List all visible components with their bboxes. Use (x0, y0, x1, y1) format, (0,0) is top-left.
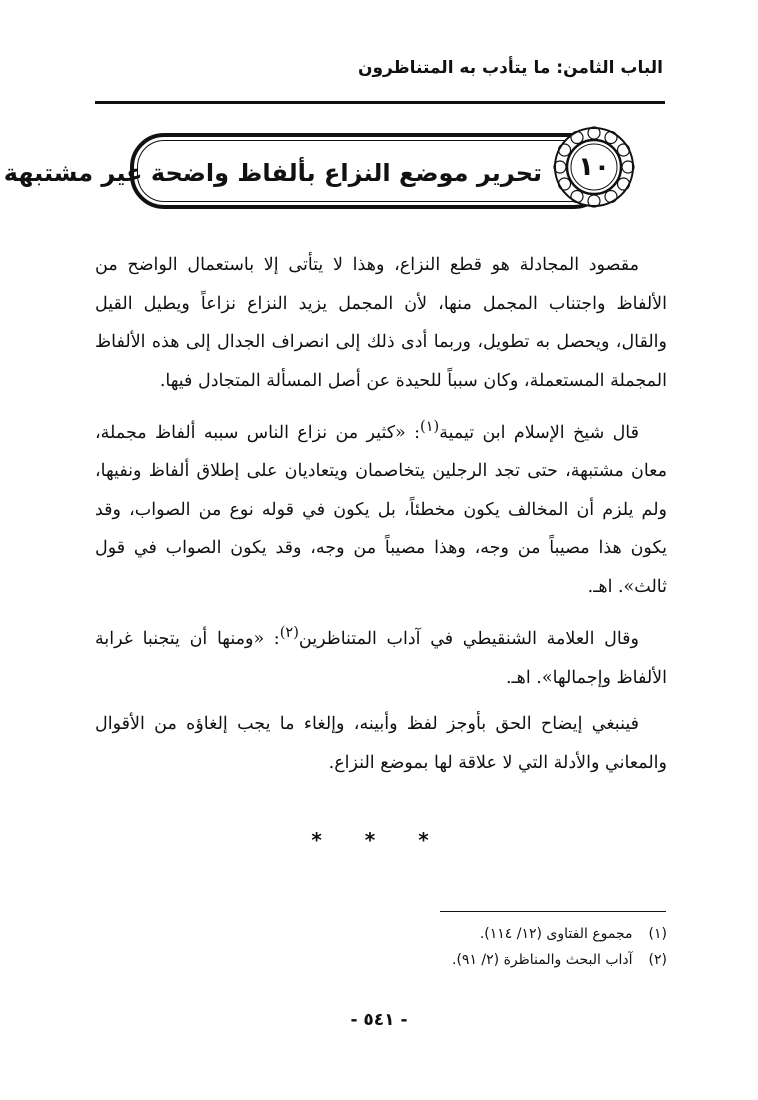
footnote-rule (440, 911, 666, 912)
body-text (95, 246, 667, 790)
footnote-2-text: آداب البحث والمناظرة (٢/ ٩١). (452, 952, 633, 968)
section-title: تحرير موضع النزاع بألفاظ واضحة غير مشتبهة (3, 159, 542, 187)
paragraph-3-lead: وقال العلامة الشنقيطي في آداب المتناظرين (298, 629, 639, 650)
running-head: الباب الثامن: ما يتأدب به المتناظرون (357, 58, 663, 78)
paragraph-2-quote: : «كثير من نزاع الناس سببه ألفاظ مجملة، معان مشتبهة، حتى تجد الرجلين يتخاصمان ويتعاديان على إطلاق ألفاظ ونفيها، ولم يلزم أن المخالف يكون مخطئاً، بل يكون في قوله نوع من الصواب، وقد يكون هذا مصيباً من وجه، وهذا مصيباً من وجه، وقد يكون الصواب في قول ثالث». اهـ. (95, 422, 667, 597)
paragraph-1: مقصود المجادلة هو قطع النزاع، وهذا لا يتأتى إلا باستعمال الواضح من الألفاظ واجتناب المجمل منها، لأن المجمل يزيد النزاع نزاعاً ويطيل القيل والقال، ويحصل به تطويل، وربما أدى ذلك إلى انصراف الجدال إلى هذه الألفاظ المجملة المستعملة، وكان سبباً للحيدة عن أصل المسألة المتجادل فيها. (95, 255, 667, 391)
title-box (3, 133, 608, 209)
page-number: - ٥٤١ - (350, 1010, 408, 1030)
paragraph-2-lead: قال شيخ الإسلام ابن تيمية (439, 422, 639, 443)
paragraph-2 (95, 408, 667, 606)
footnote-1-text: مجموع الفتاوى (١٢/ ١١٤). (479, 926, 633, 942)
footnote-ref-2: (٢) (279, 624, 299, 642)
section-title-banner (3, 125, 636, 209)
section-number-badge (552, 125, 636, 209)
footnote-2-mark: (٢) (648, 952, 667, 968)
footnote-ref-1: (١) (420, 418, 440, 435)
footnote-1-mark: (١) (648, 926, 667, 942)
footnote-1 (95, 921, 667, 947)
section-separator: * * * (311, 828, 447, 852)
paragraph-3-quote: : «ومنها أن يتجنبا غرابة الألفاظ وإجمالها». اهـ. (95, 629, 667, 688)
paragraph-4: فينبغي إيضاح الحق بأوجز لفظ وأبينه، وإلغاء ما يجب إلغاؤه من الأقوال والمعاني والأدلة التي لا علاقة لها بموضع النزاع. (95, 714, 667, 773)
footnotes (95, 921, 667, 973)
paragraph-3 (95, 614, 667, 697)
footnote-2 (95, 947, 667, 973)
header-rule (95, 101, 665, 104)
section-number: ١٠ (578, 152, 610, 182)
